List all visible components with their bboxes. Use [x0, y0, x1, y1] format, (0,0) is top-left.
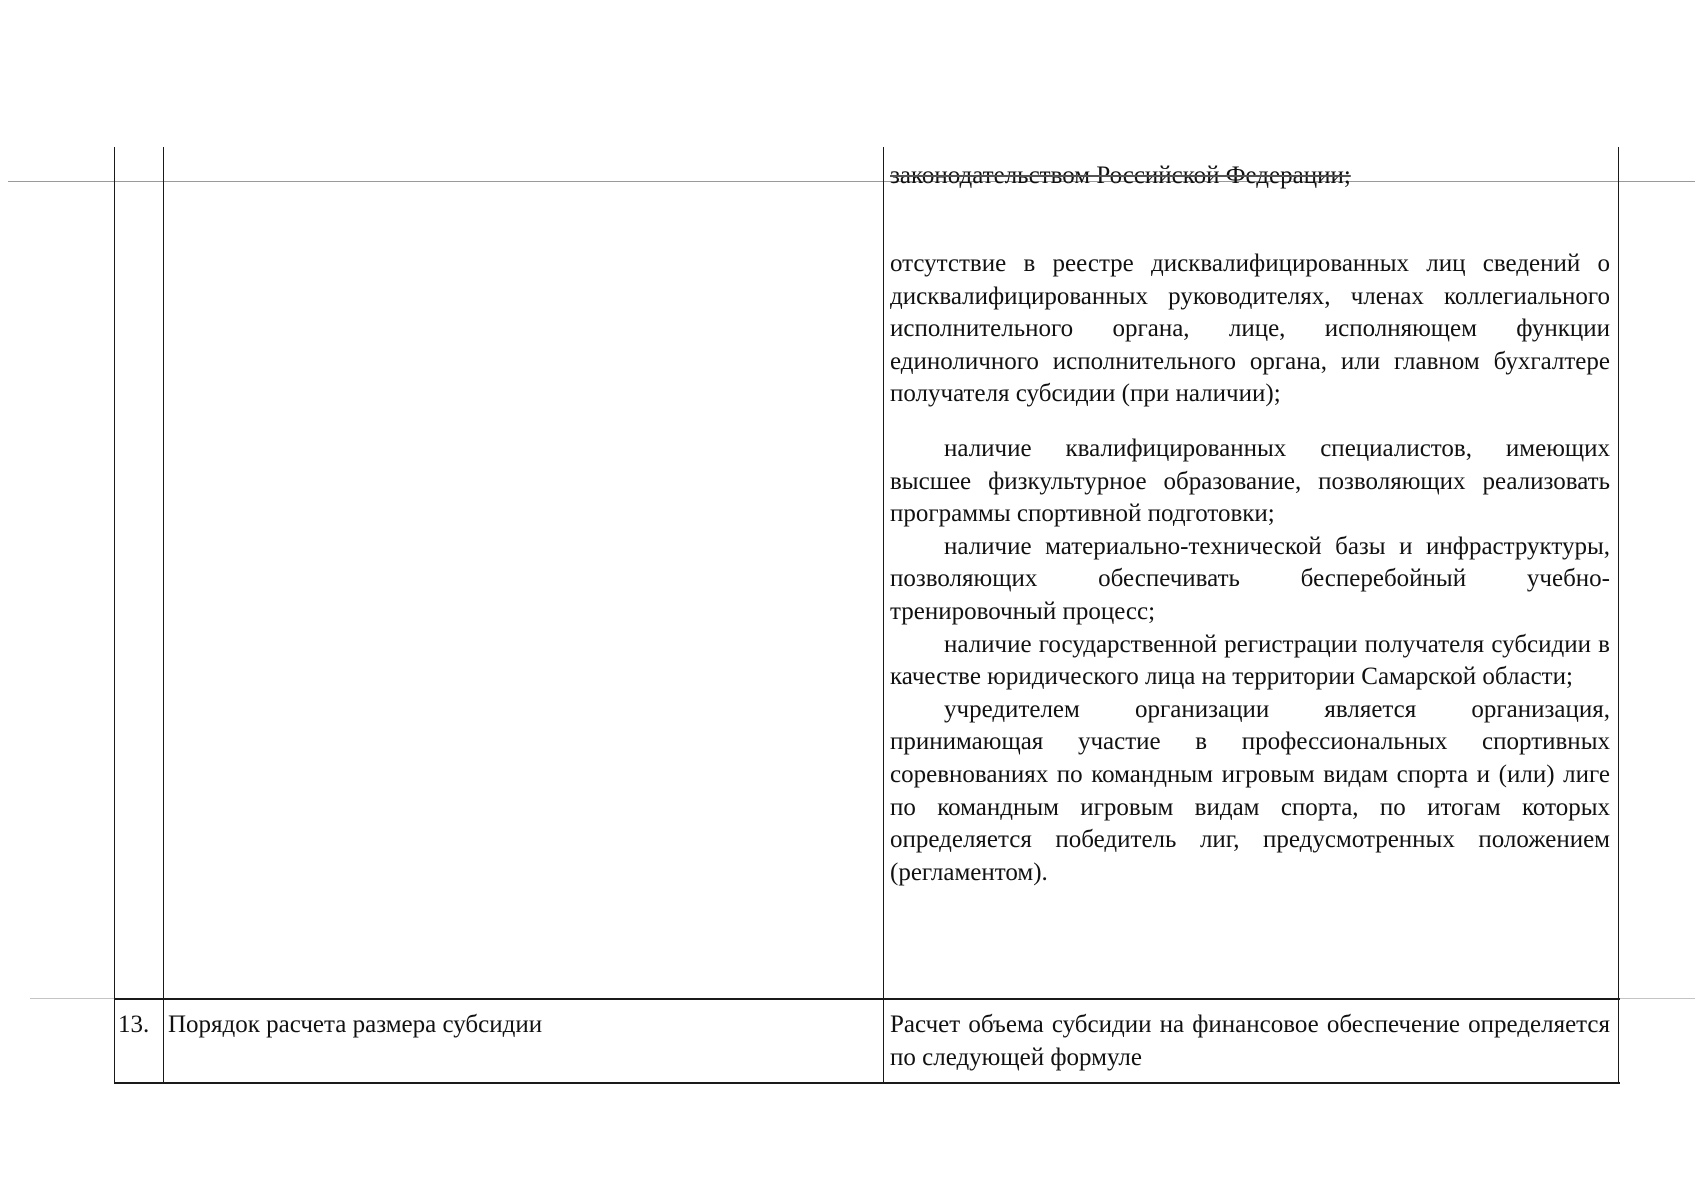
requirement-paragraph: наличие государственной регистрации получателя субсидии в качестве юридического лица на территории Самарской области;	[890, 630, 1610, 691]
continuation-cell-text	[890, 160, 1610, 193]
struck-paragraph: законодательством Российской Федерации;	[890, 162, 1351, 189]
requirement-paragraph: наличие материально-технической базы и инфраструктуры, позволяющих обеспечивать бесперебойный учебно-тренировочный процесс;	[890, 532, 1610, 625]
row-title: Порядок расчета размера субсидии	[168, 1011, 543, 1038]
table-border-number-column	[163, 147, 164, 1083]
table-border-right	[1618, 147, 1619, 1083]
table-row-separator	[114, 998, 1620, 1000]
table-bottom-border	[114, 1082, 1620, 1084]
requirement-paragraph: учредителем организации является организация, принимающая участие в профессиональных спортивных соревнованиях по командным игровым видам спорта и (или) лиге по командным игровым видам спорта, по итогам которых определяется победитель лиг, предусмотренных положением (регламентом).	[890, 695, 1610, 886]
row-number: 13.	[118, 1011, 150, 1038]
row-description-text: Расчет объема субсидии на финансовое обеспечение определяется по следующей формуле	[890, 1011, 1610, 1071]
requirement-paragraph: наличие квалифицированных специалистов, имеющих высшее физкультурное образование, позволяющих реализовать программы спортивной подготовки;	[890, 434, 1610, 528]
table-border-middle-column	[883, 147, 884, 1083]
requirement-paragraph: отсутствие в реестре дисквалифицированных лиц сведений о дисквалифицированных руководителях, членах коллегиального исполнительного органа, лице, исполняющем функции единоличного исполнительного органа, или главном бухгалтере получателя субсидии (при наличии);	[890, 250, 1610, 408]
table-border-left	[114, 147, 115, 1083]
row-description	[890, 1009, 1610, 1074]
requirements-list	[890, 248, 1610, 889]
